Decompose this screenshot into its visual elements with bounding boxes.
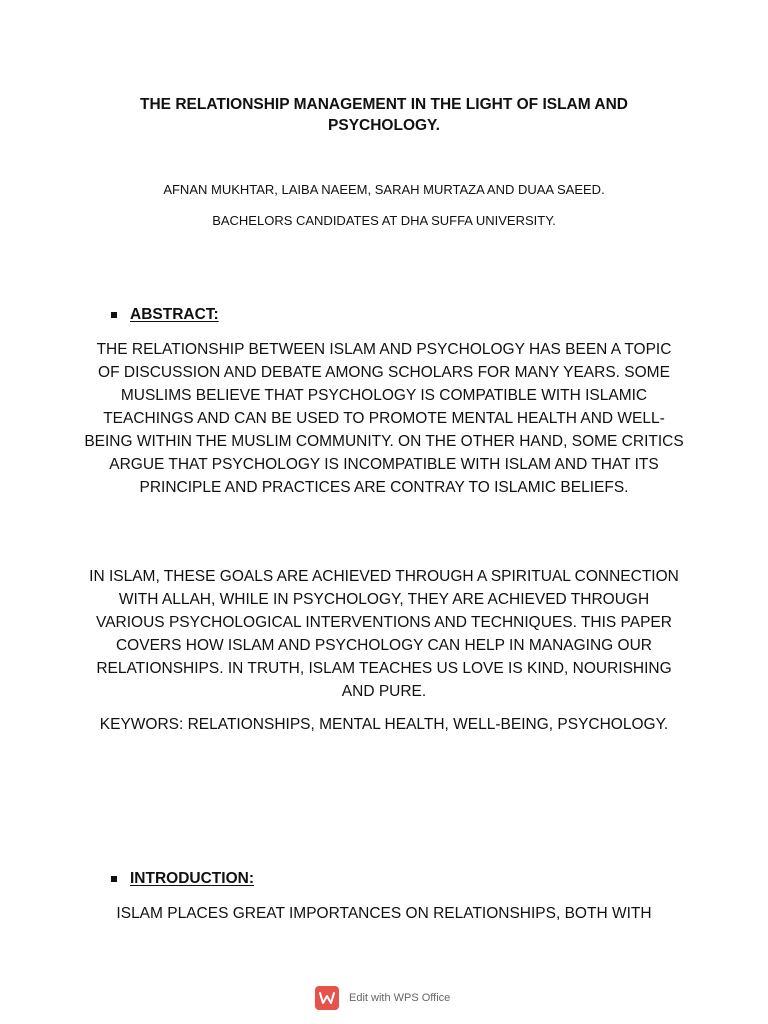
introduction-paragraph-1: ISLAM PLACES GREAT IMPORTANCES ON RELATIONSHIPS, BOTH WITH bbox=[116, 905, 652, 922]
keywords-paragraph: KEYWORS: RELATIONSHIPS, MENTAL HEALTH, WELL-BEING, PSYCHOLOGY. bbox=[99, 716, 669, 733]
affiliation-line: BACHELORS CANDIDATES AT DHA SUFFA UNIVERSITY. bbox=[212, 213, 556, 228]
abstract-heading-label: ABSTRACT: bbox=[130, 306, 219, 323]
introduction-heading bbox=[111, 870, 254, 888]
introduction-heading-label: INTRODUCTION: bbox=[130, 870, 254, 887]
abstract-heading bbox=[111, 306, 219, 324]
wps-office-logo-icon bbox=[315, 986, 339, 1010]
bullet-icon bbox=[111, 876, 117, 882]
abstract-paragraph-1: THE RELATIONSHIP BETWEEN ISLAM AND PSYCHOLOGY HAS BEEN A TOPIC OF DISCUSSION AND DEBATE AMONG SCHOLARS FOR MANY YEARS. SOME MUSLIMS BELIEVE THAT PSYCHOLOGY IS COMPATIBLE WITH ISLAMIC TEACHINGS AND CAN BE USED TO PROMOTE MENTAL HEALTH AND WELL-BEING WITHIN THE MUSLIM COMMUNITY. ON THE OTHER HAND, SOME CRITICS ARGUE THAT PSYCHOLOGY IS INCOMPATIBLE WITH ISLAM AND THAT ITS PRINCIPLE AND PRACTICES ARE CONTRAY TO ISLAMIC BELIEFS. bbox=[84, 341, 684, 496]
wps-edit-link[interactable] bbox=[315, 986, 450, 1010]
abstract-paragraph-2: IN ISLAM, THESE GOALS ARE ACHIEVED THROUGH A SPIRITUAL CONNECTION WITH ALLAH, WHILE IN PSYCHOLOGY, THEY ARE ACHIEVED THROUGH VARIOUS PSYCHOLOGICAL INTERVENTIONS AND TECHNIQUES. THIS PAPER COVERS HOW ISLAM AND PSYCHOLOGY CAN HELP IN MANAGING OUR RELATIONSHIPS. IN TRUTH, ISLAM TEACHES US LOVE IS KIND, NOURISHING AND PURE. bbox=[89, 568, 679, 700]
document-title: THE RELATIONSHIP MANAGEMENT IN THE LIGHT OF ISLAM AND PSYCHOLOGY. bbox=[140, 96, 628, 134]
bullet-icon bbox=[111, 312, 117, 318]
authors-line: AFNAN MUKHTAR, LAIBA NAEEM, SARAH MURTAZA AND DUAA SAEED. bbox=[163, 182, 605, 197]
wps-edit-label: Edit with WPS Office bbox=[349, 992, 451, 1004]
